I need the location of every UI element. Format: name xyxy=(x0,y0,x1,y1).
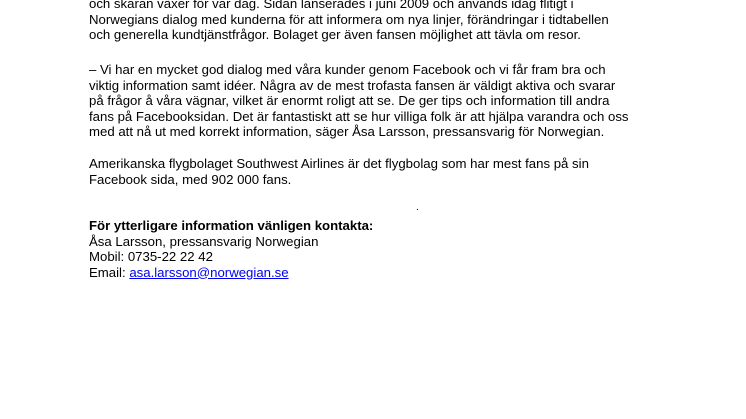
paragraph-line: viktig information samt idéer. Några av de mest trofasta fansen är väldigt aktiva och svarar xyxy=(89,77,616,93)
paragraph-quote xyxy=(89,62,689,140)
paragraph-facebook-page xyxy=(89,0,689,43)
paragraph-line: – Vi har en mycket god dialog med våra kunder genom Facebook och vi får fram bra och xyxy=(89,62,606,77)
email-link[interactable]: asa.larsson@norwegian.se xyxy=(129,264,289,280)
paragraph-line: Norwegians dialog med kunderna för att informera om nya linjer, förändringar i tidtabellen xyxy=(89,11,609,27)
paragraph-line: Amerikanska flygbolaget Southwest Airlines är det flygbolag som har mest fans på sin xyxy=(89,156,589,171)
paragraph-line: på frågor å våra vägnar, vilket är enormt roligt att se. De ger tips och information till andra xyxy=(89,93,610,108)
paragraph-line: och generella kundtjänstfrågor. Bolaget ger även fansen möjlighet att tävla om resor. xyxy=(89,27,581,42)
contact-mobile: Mobil: 0735-22 22 42 xyxy=(89,249,213,264)
paragraph-line: med att nå ut med korrekt information, säger Åsa Larsson, pressansvarig för Norwegian. xyxy=(89,124,605,139)
contact-heading: För ytterligare information vänligen kontakta: xyxy=(89,218,374,233)
paragraph-line: fans på Facebooksidan. Det är fantastiskt att se hur villiga folk är att hjälpa varandra och oss xyxy=(89,108,629,124)
contact-name: Åsa Larsson, pressansvarig Norwegian xyxy=(89,233,319,249)
paragraph-line: och skaran växer för var dag. Sidan lanserades i juni 2009 och används idag flitigt i xyxy=(89,0,574,11)
paragraph-southwest xyxy=(89,156,689,187)
contact-email-label: Email: xyxy=(89,264,130,280)
stray-dot: . xyxy=(416,202,419,213)
paragraph-line: Facebook sida, med 902 000 fans. xyxy=(89,171,292,187)
contact-email-line xyxy=(89,265,689,281)
contact-block xyxy=(89,218,689,280)
